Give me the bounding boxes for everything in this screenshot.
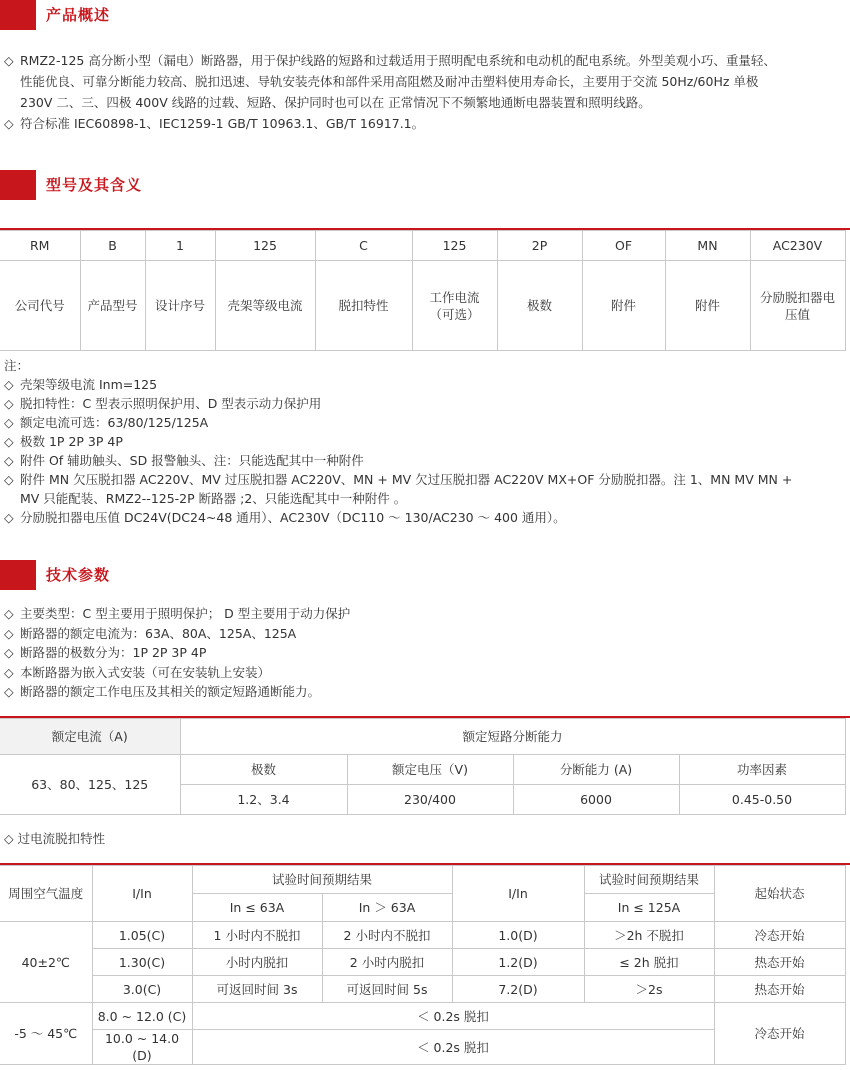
list-item bbox=[4, 643, 846, 663]
text-line: 分励脱扣器电压值 DC24V(DC24~48 通用）、AC230V（DC110 ～ 130/AC230 ～ 400 通用）。 bbox=[20, 510, 566, 525]
diamond-bullet-icon: ◇ bbox=[4, 472, 14, 487]
model-code-cell: B bbox=[80, 231, 145, 261]
model-meaning-cell bbox=[412, 261, 497, 351]
table-cell: ＜ 0.2s 脱扣 bbox=[192, 1003, 714, 1030]
meaning-text: 附件 bbox=[610, 298, 636, 313]
list-item bbox=[4, 50, 846, 113]
table-cell: 230/400 bbox=[347, 785, 513, 815]
text-line: RMZ2-125 高分断小型（漏电）断路器，用于保护线路的短路和过载适用于照明配电系统和电动机的配电系统。外型美观小巧、重量轻、 bbox=[20, 53, 776, 68]
section-title: 型号及其含义 bbox=[46, 176, 143, 194]
table-cell: ＞2h 不脱扣 bbox=[584, 922, 714, 949]
table-cell: 6000 bbox=[513, 785, 679, 815]
table-cell: ＞2s bbox=[584, 976, 714, 1003]
list-item bbox=[4, 663, 846, 683]
diamond-bullet-icon: ◇ bbox=[4, 53, 14, 68]
sub-header-cell: 分断能力 (A) bbox=[513, 755, 679, 785]
meaning-text: 附件 bbox=[694, 298, 720, 313]
text-line: 附件 MN 欠压脱扣器 AC220V、MV 过压脱扣器 AC220V、MN + MV 欠过压脱扣器 AC220V MX+OF 分励脱扣器。注 1、MN MV MN + bbox=[20, 472, 793, 487]
le63-header: In ≤ 63A bbox=[192, 894, 322, 922]
model-table bbox=[0, 230, 846, 351]
notes-label: 注： bbox=[4, 358, 30, 373]
model-code-cell: MN bbox=[665, 231, 750, 261]
diamond-bullet-icon: ◇ bbox=[4, 434, 14, 449]
table-cell: 1.05(C) bbox=[92, 922, 192, 949]
text-line: 壳架等级电流 Inm=125 bbox=[20, 377, 158, 392]
meaning-text: 极数 bbox=[526, 298, 552, 313]
model-meaning-cell bbox=[665, 261, 750, 351]
text-line: 本断路器为嵌入式安装（可在安装轨上安装） bbox=[20, 664, 271, 680]
section-header-model bbox=[0, 170, 850, 200]
table-cell: 冷态开始 bbox=[714, 922, 845, 949]
text-line: 极数 1P 2P 3P 4P bbox=[20, 434, 123, 449]
overcurrent-label-item bbox=[4, 829, 105, 847]
diamond-bullet-icon: ◇ bbox=[4, 831, 14, 846]
model-meaning-cell bbox=[80, 261, 145, 351]
table-cell: 10.0 ~ 14.0 (D) bbox=[92, 1030, 192, 1065]
table-cell: 小时内脱扣 bbox=[192, 949, 322, 976]
trip-table bbox=[0, 865, 846, 1065]
rated-current-value: 63、80、125、125 bbox=[0, 755, 180, 815]
model-meaning-cell bbox=[582, 261, 665, 351]
diamond-bullet-icon: ◇ bbox=[4, 377, 14, 392]
start-state-header: 起始状态 bbox=[714, 866, 845, 922]
model-code-row bbox=[0, 231, 845, 261]
table-cell: 1.2(D) bbox=[452, 949, 584, 976]
text-line: 附件 Of 辅助触头、SD 报警触头、注：只能选配其中一种附件 bbox=[20, 453, 364, 468]
model-code-cell: RM bbox=[0, 231, 80, 261]
section-header-overview bbox=[0, 0, 850, 30]
text-line: 断路器的极数分为：1P 2P 3P 4P bbox=[20, 645, 207, 660]
table-cell: 2 小时内脱扣 bbox=[322, 949, 452, 976]
table-cell: 1.2、3.4 bbox=[180, 785, 347, 815]
table-cell: 热态开始 bbox=[714, 976, 845, 1003]
list-item bbox=[4, 113, 846, 134]
section-title: 技术参数 bbox=[46, 566, 111, 584]
diamond-bullet-icon: ◇ bbox=[4, 664, 14, 680]
meaning-text: 公司代号 bbox=[14, 298, 65, 313]
text-line: 主要类型：C 型主要用于照明保护； D 型主要用于动力保护 bbox=[20, 606, 351, 621]
table-cell: 1.30(C) bbox=[92, 949, 192, 976]
meaning-text: 分励脱扣器电 bbox=[759, 289, 835, 305]
model-meaning-row bbox=[0, 261, 845, 351]
rated-current-header: 额定电流（A) bbox=[0, 719, 180, 755]
start-state-value: 冷态开始 bbox=[714, 1003, 845, 1065]
model-code-cell: OF bbox=[582, 231, 665, 261]
model-meaning-cell bbox=[750, 261, 845, 351]
model-code-cell: AC230V bbox=[750, 231, 845, 261]
meaning-text: 产品型号 bbox=[87, 298, 138, 313]
list-item bbox=[4, 413, 846, 432]
text-line: MV 只能配装、RMZ2--125-2P 断路器 ;2、只能选配其中一种附件 。 bbox=[20, 491, 407, 506]
diamond-bullet-icon: ◇ bbox=[4, 625, 14, 641]
model-meaning-cell bbox=[145, 261, 215, 351]
tech-list bbox=[4, 604, 846, 702]
table-cell: 1.0(D) bbox=[452, 922, 584, 949]
meaning-text: 脱扣特性 bbox=[338, 298, 389, 313]
model-code-cell: 2P bbox=[497, 231, 582, 261]
text-line: 额定电流可选：63/80/125/125A bbox=[20, 415, 209, 430]
table-row bbox=[0, 866, 845, 894]
list-item bbox=[4, 604, 846, 624]
table-cell: 可返回时间 5s bbox=[322, 976, 452, 1003]
result-header: 试验时间预期结果 bbox=[192, 866, 452, 894]
diamond-bullet-icon: ◇ bbox=[4, 396, 14, 411]
temp-header: 周围空气温度 bbox=[0, 866, 92, 922]
meaning-text: 壳架等级电流 bbox=[227, 298, 303, 313]
text-line: 230V 二、三、四极 400V 线路的过载、短路、保护同时也可以在 正常情况下不频繁地通断电器装置和照明线路。 bbox=[20, 95, 651, 110]
sub-header-cell: 极数 bbox=[180, 755, 347, 785]
text-line: 性能优良、可靠分断能力较高、脱扣迅速、导轨安装壳体和部件采用高阻燃及耐冲击塑料使用寿命长，主要用于交流 50Hz/60Hz 单极 bbox=[20, 74, 759, 89]
table-cell: ＜ 0.2s 脱扣 bbox=[192, 1030, 714, 1065]
model-code-cell: 125 bbox=[215, 231, 315, 261]
table-cell: ≤ 2h 脱扣 bbox=[584, 949, 714, 976]
table-cell: 可返回时间 3s bbox=[192, 976, 322, 1003]
diamond-bullet-icon: ◇ bbox=[4, 453, 14, 468]
text-line: 符合标准 IEC60898-1、IEC1259-1 GB/T 10963.1、GB/T 16917.1。 bbox=[20, 116, 425, 131]
list-item bbox=[4, 624, 846, 644]
list-item bbox=[4, 432, 846, 451]
model-meaning-cell bbox=[497, 261, 582, 351]
table-cell: 7.2(D) bbox=[452, 976, 584, 1003]
model-notes bbox=[4, 356, 846, 527]
table-cell: 3.0(C) bbox=[92, 976, 192, 1003]
sub-header-cell: 功率因素 bbox=[679, 755, 845, 785]
section-marker bbox=[0, 560, 36, 590]
rated-table bbox=[0, 718, 846, 815]
diamond-bullet-icon: ◇ bbox=[4, 606, 14, 621]
iin-header-2: I/In bbox=[452, 866, 584, 922]
overcurrent-label: 过电流脱扣特性 bbox=[17, 831, 106, 846]
meaning-text: （可选） bbox=[429, 306, 480, 322]
section-header-tech bbox=[0, 560, 850, 590]
temp-value: 40±2℃ bbox=[0, 922, 92, 1003]
text-line: 断路器的额定电流为：63A、80A、125A、125A bbox=[20, 625, 297, 641]
meaning-text: 工作电流 bbox=[429, 289, 480, 305]
meaning-text: 设计序号 bbox=[154, 298, 205, 313]
table-row bbox=[0, 922, 845, 949]
list-item bbox=[4, 470, 846, 508]
text-line: 断路器的额定工作电压及其相关的额定短路通断能力。 bbox=[20, 684, 321, 699]
table-row bbox=[0, 755, 845, 785]
sub-header-cell: 额定电压（V) bbox=[347, 755, 513, 785]
diamond-bullet-icon: ◇ bbox=[4, 684, 14, 699]
meaning-text: 压值 bbox=[784, 306, 810, 322]
table-row bbox=[0, 949, 845, 976]
text-line: 脱扣特性：C 型表示照明保护用、D 型表示动力保护用 bbox=[20, 396, 322, 411]
table-cell: 1 小时内不脱扣 bbox=[192, 922, 322, 949]
diamond-bullet-icon: ◇ bbox=[4, 645, 14, 660]
temp-value: -5 ～ 45℃ bbox=[0, 1003, 92, 1065]
diamond-bullet-icon: ◇ bbox=[4, 116, 14, 131]
model-meaning-cell bbox=[315, 261, 412, 351]
table-cell: 热态开始 bbox=[714, 949, 845, 976]
gt63-header: In ＞ 63A bbox=[322, 894, 452, 922]
model-meaning-cell bbox=[215, 261, 315, 351]
diamond-bullet-icon: ◇ bbox=[4, 510, 14, 525]
table-row bbox=[0, 976, 845, 1003]
section-marker bbox=[0, 0, 36, 30]
section-marker bbox=[0, 170, 36, 200]
table-row bbox=[0, 1003, 845, 1030]
table-cell: 2 小时内不脱扣 bbox=[322, 922, 452, 949]
list-item bbox=[4, 508, 846, 527]
table-row bbox=[0, 719, 845, 755]
model-code-cell: 1 bbox=[145, 231, 215, 261]
capacity-header: 额定短路分断能力 bbox=[180, 719, 845, 755]
model-code-cell: C bbox=[315, 231, 412, 261]
list-item bbox=[4, 375, 846, 394]
list-item bbox=[4, 394, 846, 413]
list-item bbox=[4, 682, 846, 702]
diamond-bullet-icon: ◇ bbox=[4, 415, 14, 430]
overview-text bbox=[4, 50, 846, 134]
table-cell: 0.45-0.50 bbox=[679, 785, 845, 815]
model-code-cell: 125 bbox=[412, 231, 497, 261]
le125-header: In ≤ 125A bbox=[584, 894, 714, 922]
list-item bbox=[4, 451, 846, 470]
section-title: 产品概述 bbox=[46, 6, 111, 24]
result-header-2: 试验时间预期结果 bbox=[584, 866, 714, 894]
table-cell: 8.0 ~ 12.0 (C) bbox=[92, 1003, 192, 1030]
iin-header: I/In bbox=[92, 866, 192, 922]
model-meaning-cell bbox=[0, 261, 80, 351]
